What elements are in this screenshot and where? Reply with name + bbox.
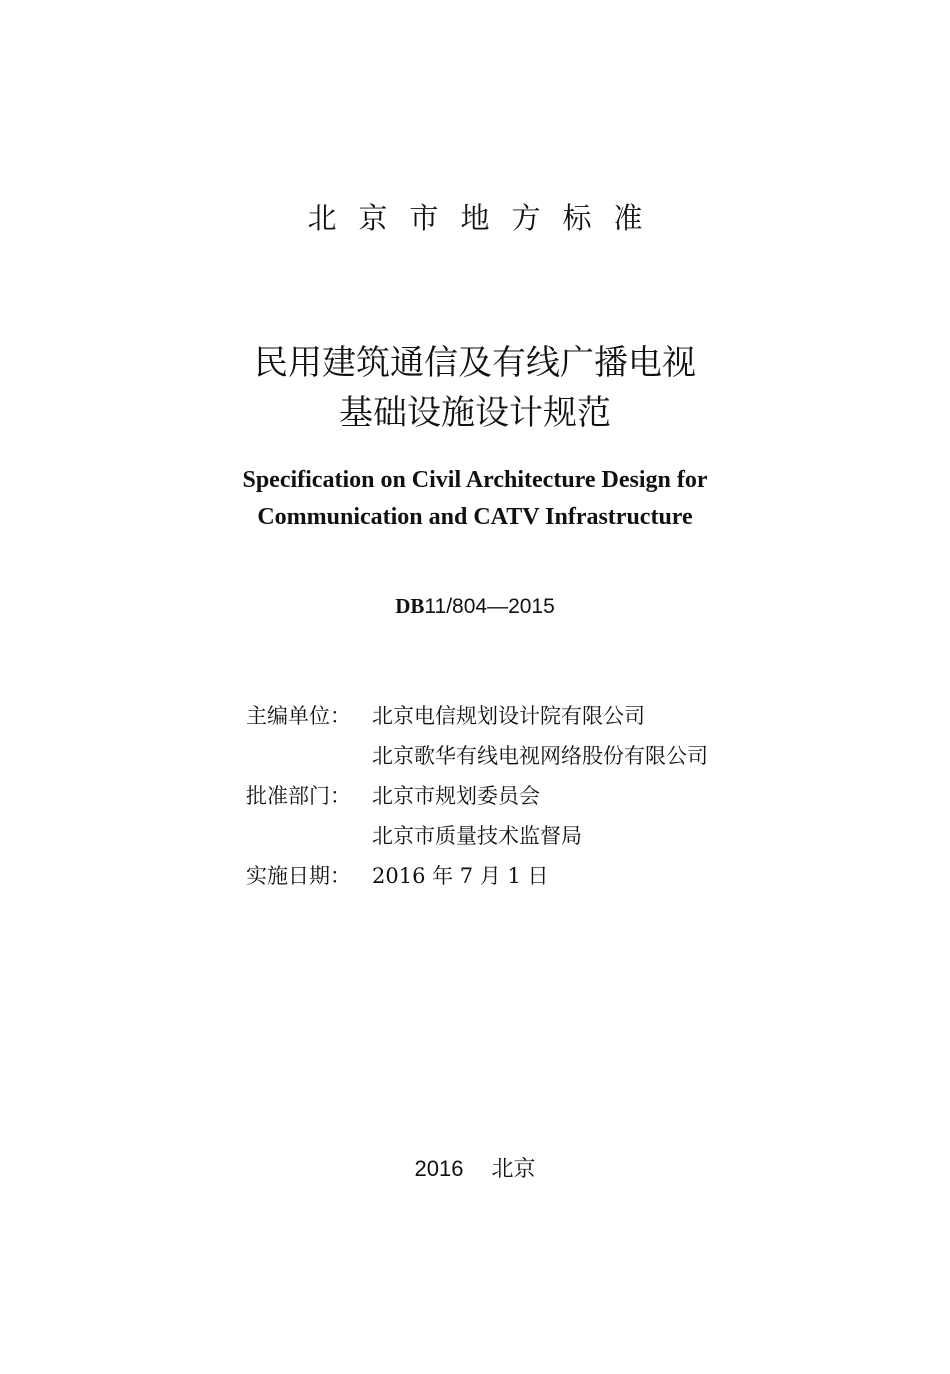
info-value: 2016 年 7 月 1 日 xyxy=(372,864,549,888)
info-row-co-editor xyxy=(246,736,886,776)
standard-code xyxy=(0,590,950,623)
info-value: 北京市质量技术监督局 xyxy=(372,824,582,848)
publication-info xyxy=(246,696,886,896)
info-label xyxy=(246,816,372,856)
info-label: 批准部门： xyxy=(246,784,351,808)
info-label: 主编单位： xyxy=(246,704,351,728)
info-value: 北京电信规划设计院有限公司 xyxy=(372,704,645,728)
english-title-line-2: Communication and CATV Infrastructure xyxy=(257,504,693,530)
chinese-title-line-1: 民用建筑通信及有线广播电视 xyxy=(254,343,696,383)
standard-type: 北京市地方标准 xyxy=(307,201,665,235)
footer-imprint xyxy=(0,1152,950,1187)
standard-code-number: 11/804—2015 xyxy=(424,595,555,618)
info-row-approving-dept xyxy=(246,776,886,816)
english-title xyxy=(0,462,950,536)
info-value: 北京市规划委员会 xyxy=(372,784,540,808)
footer-city: 北京 xyxy=(491,1157,536,1182)
info-row-effective-date xyxy=(246,856,886,896)
footer-year: 2016 xyxy=(414,1156,464,1181)
standard-code-prefix: DB xyxy=(395,594,425,618)
info-row-chief-editor xyxy=(246,696,886,736)
info-label: 实施日期： xyxy=(246,864,351,888)
chinese-title-line-2: 基础设施设计规范 xyxy=(339,393,611,433)
english-title-line-1: Specification on Civil Architecture Design for xyxy=(242,467,708,493)
info-row-approving-dept-2 xyxy=(246,816,886,856)
info-label xyxy=(246,736,372,776)
chinese-title xyxy=(0,338,950,438)
info-value: 北京歌华有线电视网络股份有限公司 xyxy=(372,744,708,768)
